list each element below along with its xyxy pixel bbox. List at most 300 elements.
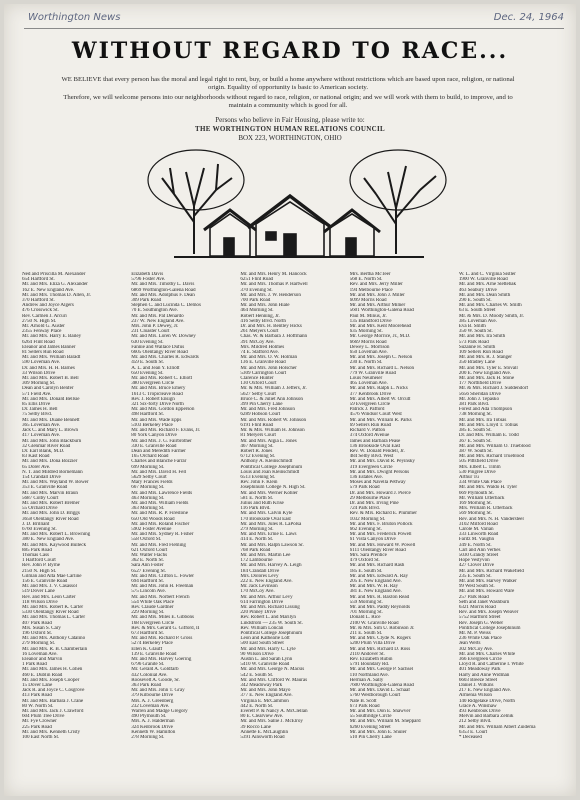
signer-line: Mr. and Mrs. Ralph L. Nicks: [349, 386, 408, 392]
signer-line: Mr. & Mrs. William J. Jeffers, Jr.: [240, 386, 307, 392]
signer-line: 353 E. Granville Road: [22, 485, 68, 491]
signer-line: Grace A. Winshaw: [458, 703, 497, 709]
signer-line: 85 Ellis Drive: [22, 402, 51, 408]
signer-line: Gilman and Alta Mae Carline: [22, 573, 82, 579]
signer-line: Austin L. and Sarah Lynn: [240, 657, 293, 663]
signer-line: Rev. and Mrs. Leon Carter: [22, 594, 76, 600]
signer-line: 309 Morning St.: [22, 381, 56, 387]
signer-line: 220 Pinney Drive: [240, 610, 276, 616]
signer-line: Mr. George Morrice, Jr., M.D.: [349, 334, 411, 340]
signer-line: Donald L. Rice: [349, 615, 381, 621]
signer-line: 279 Morning St.: [240, 526, 274, 532]
signer-line: Forest and Ada Thompson: [458, 407, 512, 413]
signer-line: W. L. and C. Virginia Sistler: [458, 272, 516, 277]
signer-line: 484 Selby Blvd. West: [349, 454, 394, 460]
publication-date: Dec. 24, 1964: [493, 12, 564, 23]
signer-line: Leon and Kathearie Lott: [240, 636, 290, 642]
signer-line: 391 McCoy Ave.: [240, 339, 275, 345]
signer-line: 69 Sellers Run Road: [349, 422, 392, 428]
signer-line: Mr. and Mrs. Ernie E. Laws: [240, 532, 297, 538]
signer-line: 236 White Oak Place: [458, 636, 502, 642]
signer-line: Mr. and Mrs. William Albert Zuidema: [458, 724, 536, 730]
signer-line: 172 Lambourne: [240, 558, 273, 564]
signer-line: 222 E. New England Ave.: [240, 578, 293, 584]
signer-line: Mrs. A. J. Halderman: [131, 719, 175, 725]
signer-line: 6603 Breeze Street: [458, 677, 498, 683]
signer-line: 319 Evergreen Circle: [349, 464, 393, 470]
signer-line: Mr. and Mrs. Wayland W. Bower: [22, 480, 89, 486]
signer-line: Mr. and Mrs. Richard D. Ross: [349, 646, 411, 652]
signer-line: 200 E. New England Ave.: [458, 370, 511, 376]
signer-line: Nate B. Scott: [349, 698, 377, 704]
signer-line: Mr. & Mrs. William H. Johnson: [240, 428, 305, 434]
signers-column: [350, 272, 453, 792]
signer-line: 650 Evening St.: [131, 370, 164, 376]
signer-line: 170 McCoy Ave.: [240, 589, 275, 595]
signer-line: 385 Loveman Ave.: [458, 318, 497, 324]
signer-line: 6669 Morris Road: [349, 339, 387, 345]
signer-line: 29 Melbourne Place: [349, 495, 391, 501]
signer-line: 573 Park Road: [458, 339, 489, 345]
signer-line: 542 E. South St.: [240, 672, 274, 678]
signer-line: 169 Morning St.: [458, 500, 492, 506]
signer-line: Mr. and Mrs. Roland Fischer: [131, 521, 190, 527]
signer-line: Mr. and Mrs. John J. Miller: [349, 292, 405, 298]
signer-line: 476 Crosswick St.: [22, 308, 59, 314]
signer-line: 136 Estates Ave.: [349, 474, 383, 480]
signer-line: Mr. and Mrs. Kenneth Cristy: [22, 729, 81, 735]
signer-line: 235 E. South St.: [458, 573, 492, 579]
signer-line: Chas. W. & Barbara J. Hoffmann: [240, 334, 308, 340]
signer-line: 59 Evergreen Circle: [349, 402, 390, 408]
signer-line: 231 Cloaster Court: [131, 329, 170, 335]
signer-line: 432 Colonial Ave.: [131, 672, 168, 678]
signer-line: Mr. and Mrs. George N. Macsis: [240, 667, 305, 673]
signer-line: 33 Wilson Drive: [22, 370, 56, 376]
houses-and-trees-illustration: [134, 144, 454, 264]
signer-line: Armenia Wilson: [458, 693, 492, 699]
signer-line: Suzanne H. Smith: [458, 344, 496, 350]
signer-line: Dewey L. Morrison: [349, 344, 390, 350]
signer-line: 621 Oxford Court: [131, 547, 168, 553]
signers-column: [240, 272, 343, 792]
signer-line: 154 Crandall Drive: [22, 474, 61, 480]
signer-line: Mr. and Mrs. J. G. Fairbrother: [131, 438, 192, 444]
signer-line: 579 Park Road: [349, 485, 380, 491]
signer-line: 116 Park Blvd.: [240, 506, 271, 512]
signer-line: 6513 Evening St.: [240, 474, 276, 480]
signer-line: Harry and Anne Widman: [458, 672, 510, 678]
signer-line: Clarence Hunter: [240, 376, 274, 382]
signer-line: Mr. and Mrs. Thomas L. Carter: [22, 615, 85, 621]
signer-line: Rev. Elizabeth Rubin: [349, 657, 393, 663]
signer-line: Mr. and Mrs. Ira Tobias: [458, 417, 507, 423]
signer-line: Mrs. Sara Prentice: [349, 552, 387, 558]
signer-line: 5274 Berkeley Place: [131, 641, 173, 647]
signer-line: Mr. and Mrs. Lawrence Fields: [131, 490, 193, 496]
signer-line: 5103 Berkeley Place: [131, 422, 173, 428]
signer-line: Mr. and Mrs. Loren W. Downey: [131, 334, 196, 340]
signer-line: 6251 Flint Road: [240, 277, 274, 283]
signer-line: 568 E. North St.: [349, 277, 383, 283]
signer-line: 109 Sellers Run Road: [458, 350, 503, 356]
signer-line: 5200 Plum Villa Drive: [349, 641, 396, 647]
signer-line: Mr. and Mrs. Duane Bennett: [22, 417, 80, 423]
signer-line: Mr. and Mrs. Tyler E. Stovall: [458, 365, 518, 371]
signer-line: 6796 Granite St.: [131, 662, 165, 668]
signer-line: 377 E. New England Ave.: [240, 693, 293, 699]
signer-line: Mr. and Mrs. William Fields: [131, 500, 189, 506]
signer-line: Mr. and Mrs. R. B. Chamberlain: [22, 646, 88, 652]
signer-line: 5796 Foster Ave.: [131, 277, 166, 283]
signer-line: 6760 Evening St.: [22, 526, 57, 532]
signer-line: 381 Park Blvd.: [458, 402, 490, 408]
signer-line: Rev. William Loncan: [240, 625, 284, 631]
signer-line: Carl and Ann Verhes: [458, 547, 501, 553]
signer-line: 380 E. New England Ave.: [22, 537, 75, 543]
signer-line: 581 E. North St.: [240, 495, 274, 501]
signer-line: Mr. and Mrs. Edward A. Ray: [349, 573, 408, 579]
signer-line: Mr. and Mrs. Howard Ware: [458, 589, 515, 595]
signer-line: Mrs. John P. Dewey, Jr.: [131, 324, 179, 330]
signer-line: 211 E. South St.: [349, 631, 383, 637]
signer-line: Fannie and Wallace Dufus: [131, 344, 185, 350]
signer-line: Mr. and Mrs. Werner Kohler: [240, 490, 298, 496]
signer-line: 170 Brookside Oval East: [240, 516, 291, 522]
signer-line: 5687 Colby Court: [22, 495, 59, 501]
signer-line: 81 Sellers Run Road: [22, 350, 64, 356]
signer-line: 630 Evening St.: [131, 339, 164, 345]
signer-line: Mr. and Mrs. R. J. Stanger: [458, 355, 512, 361]
signer-line: 5330 Olentangy River Road: [22, 610, 79, 616]
signer-line: Mr. and Mrs. R. Baxton Read: [349, 594, 410, 600]
signer-line: 363 Park Road: [131, 683, 162, 689]
signer-line: 427 Clover Drive: [458, 563, 494, 569]
signer-line: Warren and Madge Gregory: [131, 709, 188, 715]
signer-line: Mr. and Mrs. Jack J. Crawford: [22, 709, 84, 715]
signer-line: 80 York Canyon Drive: [131, 433, 177, 439]
signer-line: Rev. John P. Byrne: [22, 563, 61, 569]
signer-line: Mr. and Mrs. Richard Wakefield: [458, 568, 524, 574]
signer-line: 110 Northland Ave.: [349, 672, 389, 678]
signer-line: Dr. and Mrs. Irving Pine: [349, 500, 399, 506]
signer-line: 407 Park Road: [22, 620, 52, 626]
signer-line: 467 Morning St.: [240, 443, 274, 449]
signer-line: Mr. and Mrs. John Mayo: [240, 688, 291, 694]
signer-line: 5791 Boundary Rd.: [349, 662, 390, 668]
signer-line: Mr. and Mrs. John T. Gray: [131, 688, 185, 694]
signer-line: 205 E. New England Ave.: [349, 578, 402, 584]
signer-line: Richard V. Patton: [349, 428, 385, 434]
masthead: [24, 10, 564, 32]
signer-line: 498 Hartford St.: [131, 412, 164, 418]
signer-line: Mr. and Mrs. Marvin Braun: [22, 490, 78, 496]
signer-line: Mr. and Mrs. Clifford W. Mauras: [240, 677, 308, 683]
signer-line: 654 Hartford St.: [22, 277, 55, 283]
signer-line: Mr. and Mrs. Dona Bozzier: [22, 459, 78, 465]
signer-line: Julius and Ruth Krise: [240, 500, 284, 506]
signer-line: Arthur Tu: [458, 474, 479, 480]
signer-line: 5030 Grandy Street: [458, 552, 499, 558]
contact-block: [4, 116, 576, 143]
signer-line: Louis and Joan Kleinschmidt: [240, 469, 300, 475]
signer-line: N. T. and Mildred Bornemann: [22, 469, 83, 475]
signer-line: Virginia E. McCammon: [240, 698, 289, 704]
signer-line: Mr. and Mrs. Henry M. Hancock: [240, 272, 307, 277]
signer-line: Mr. and Mrs. Robert L. Browning: [22, 532, 91, 538]
intro-text: [60, 76, 516, 111]
signer-line: 237 W. New England Ave.: [131, 318, 185, 324]
signer-line: Everett P. & Nancy A. McClellan: [240, 709, 308, 715]
signer-line: Mr. and Mrs. Kent Moorehead: [349, 324, 412, 330]
signer-line: Mr. William Utterback: [458, 495, 505, 501]
signer-line: Mr. and Mrs. Fred Fleming: [131, 542, 186, 548]
signer-line: 460 E. Dublin Road: [22, 672, 63, 678]
signer-line: Ellen K. Glauff: [131, 646, 163, 652]
signer-line: 464 Morning St.: [240, 308, 274, 314]
signer-line: Mr. and Mrs. Richard Rash: [349, 563, 405, 569]
signer-line: 519 Dover Lane: [22, 589, 55, 595]
signer-line: 604 Plum Tree Drive: [22, 714, 65, 720]
signer-line: Seth and Janet Washburn: [458, 599, 510, 605]
signer-line: Mr. and Mrs. John Blackburn: [22, 438, 82, 444]
signer-line: 6111 Olentangy River Road: [349, 547, 406, 553]
signer-line: 5410 W. Granville Road: [240, 662, 290, 668]
signer-line: Stephen C. and Lucinda C. Demos: [131, 303, 201, 309]
signer-line: Mr. and Mrs. Charles White: [458, 651, 516, 657]
signer-line: Mr. and Mrs. Thomas D. Allen, Jr.: [22, 292, 91, 298]
signer-line: 6527 Evening St.: [131, 568, 166, 574]
signer-line: Mr. Jack Levinson: [240, 584, 278, 590]
signer-line: Mr. and Mrs. Clifton L. Fowler: [131, 573, 194, 579]
signer-line: 118 Wilson Drive: [22, 599, 58, 605]
signer-line: Mr. and Mrs. Joseph C. Nelson: [349, 355, 413, 361]
signer-line: 6099 Morris Road: [349, 298, 387, 304]
signer-line: Rev. and Mrs. Jerry Miller: [349, 282, 403, 288]
signer-line: 342 Meadoway Park: [240, 683, 283, 689]
signer-line: 6605 Olentangy River Road: [131, 350, 188, 356]
council-name: THE WORTHINGTON HUMAN RELATIONS COUNCIL: [195, 125, 385, 133]
signer-line: 505 Pittsfield Drive: [458, 459, 499, 465]
signer-line: 6869 Worthington-Galena Road: [131, 287, 196, 293]
signer-line: 39 Rocco Lane: [240, 724, 271, 730]
signer-line: Mr. Gerald A. Goldfarb: [131, 667, 179, 673]
signer-line: 229 Morning St.: [131, 610, 165, 616]
signer-line: Mr. and Mrs. J. V. Casassol: [22, 584, 77, 590]
signer-line: Mr. and Mrs. Bruce Emery: [131, 386, 186, 392]
signer-line: 135 Blandford Drive: [349, 318, 392, 324]
signer-line: Rev. W. Donald Pendell, Jr.: [349, 448, 405, 454]
signer-line: 290 E. South St.: [458, 298, 492, 304]
signer-line: Pontifical College Josephinum: [458, 625, 521, 631]
signer-line: 370 Hartford St.: [22, 298, 55, 304]
signer-line: Mr. and Mrs. Dean Smith: [458, 292, 511, 298]
signer-line: Mr. and Mrs. Calvin Kyle: [240, 511, 293, 517]
signer-line: 7600 Worthington-Galena Road: [349, 683, 414, 689]
signer-line: 554 White Oak Place: [131, 599, 174, 605]
signer-line: 1032 Morning St.: [349, 516, 386, 522]
signer-line: Mr. and Mrs. Sallie J. McElroy: [240, 719, 303, 725]
signer-line: 463 Seabury Drive: [458, 287, 497, 293]
signer-line: 334 White Oak Place: [458, 480, 502, 486]
signer-line: Elizabeth Davis: [131, 272, 164, 277]
signer-line: 15 Dover Lane: [22, 683, 53, 689]
signer-line: Mr. and Mrs. John D. Briggs: [22, 511, 80, 517]
signer-line: 100 East North St.: [22, 735, 60, 741]
signer-line: Mr. and Mrs. Richard L. Nelson: [349, 365, 415, 371]
signer-line: 6712 Evening St.: [240, 454, 276, 460]
signer-line: James and Barbara Pease: [349, 438, 401, 444]
signer-line: Mr. and Mrs. Paddy Reynolds: [349, 605, 410, 610]
signer-line: 63 E. South Street: [458, 308, 496, 314]
signer-line: Mr. and Mrs. Barbara J. Crane: [22, 698, 84, 704]
signer-line: Anthony A. Kleinschmidt: [240, 459, 293, 465]
signer-line: 136 E. Granville Road: [240, 360, 286, 366]
signer-line: 559 Morning St.: [349, 599, 383, 605]
signer-line: 1900 W. Granville Road: [458, 277, 508, 283]
signer-line: 365 Loveman Ave.: [22, 422, 61, 428]
signer-line: Dean and Meredith Farmer: [131, 448, 186, 454]
signer-line: 6264 Flint Road: [22, 339, 55, 345]
signer-line: 32 Glenmar River Road: [22, 443, 71, 449]
signer-line: Rev. J. Robert Ensign: [131, 396, 175, 402]
signer-line: 459 E. South St.: [131, 360, 164, 366]
signer-line: 321 Six-forty Drive North: [131, 402, 184, 408]
signer-line: 571 Field Ave.: [22, 391, 52, 397]
signer-line: Mr. and Mrs. W. H. Ray: [349, 584, 399, 590]
signer-line: Mr. and Mrs. Charles W. Smith: [458, 303, 522, 309]
signer-line: 669 Plymouth St.: [458, 490, 494, 496]
signer-line: 662 Evening St.: [349, 526, 382, 532]
signer-line: Josephinum College N. High St.: [240, 485, 306, 491]
signer-line: Mr. and Mrs. J. W. Henderson: [240, 292, 301, 298]
signer-line: 349 E. North St.: [458, 542, 492, 548]
signer-line: Mr. and Mrs. Kaywood Bulleck: [22, 542, 86, 548]
signer-line: 225 Park Road: [22, 724, 52, 730]
signer-line: Mr. John J. Tepasko: [458, 396, 499, 402]
signer-line: Mr. and Mrs. Donald Bellsie: [22, 396, 80, 402]
signer-line: 165 Orchard Road: [131, 454, 169, 460]
signer-line: 5629 Selby Court: [131, 474, 167, 480]
signer-line: Rev. and Mrs. Joseph Weaver: [458, 610, 519, 616]
signer-line: Mr. and Mrs. Adolphus F. Dean: [131, 292, 195, 298]
signer-line: 5902 Foster Avenue: [131, 526, 172, 532]
signer-line: 156 E. Granville Road: [22, 578, 68, 584]
signer-line: Mr. and Mrs. Arthur Levy: [240, 594, 293, 600]
signer-line: 724 Park Blvd.: [349, 506, 380, 512]
signer-line: 350 W. South St.: [458, 329, 493, 335]
signer-line: 479 Oxford St.: [349, 558, 380, 564]
signer-line: 380 Evergreen Circle: [131, 381, 175, 387]
signer-line: 3658 Olentangy River Road: [22, 516, 79, 522]
signer-line: 212 Selby Blvd.: [458, 719, 492, 725]
signer-line: Mr. and Mrs. Algia L. Jones: [240, 438, 297, 444]
signer-line: Mr. and Mrs. F. Bruton Pollock: [349, 521, 413, 527]
signers-column: [131, 272, 234, 792]
signer-line: 367 E. South St.: [458, 438, 492, 444]
signer-line: A. L. and Jean Y. Elliott: [131, 365, 180, 371]
signer-line: 136 Brookside Oval East: [349, 443, 401, 449]
signer-line: * Deceased: [458, 735, 482, 741]
signer-line: 701 Morning St.: [349, 610, 383, 616]
signer-line: 80 W. North St.: [22, 703, 54, 709]
signer-line: Mr. and Mrs. George P. Sachsel: [349, 667, 414, 673]
signer-line: 673 Hartford St.: [131, 631, 164, 637]
signer-line: Mr. and Mrs. O. W. Holman: [240, 355, 297, 361]
signer-line: Louis Neumeier: [349, 376, 383, 382]
signer-line: 2100 W. Granville Road: [349, 620, 399, 626]
signer-line: Mr. and Mrs. Anthony Catalino: [22, 636, 86, 642]
signer-line: Paul M. Minus, Jr.: [349, 313, 387, 319]
signer-line: Dr. and Mrs. H. H. Barnes: [22, 365, 75, 371]
signer-line: Mr. and Mrs. John E. Shuler: [349, 729, 407, 735]
signer-line: 330 E. Granville Road: [131, 443, 177, 449]
signer-line: Mr. and Mrs. James H. Cohen: [22, 667, 83, 673]
signer-line: Patrick J. Pafford: [349, 407, 385, 413]
signer-line: Sara Ann Foster: [131, 563, 164, 569]
signer-line: 139 E. Granville Road: [131, 651, 177, 657]
signer-line: Bruce C. & Juliet Ann Johnson: [240, 396, 303, 402]
signer-line: 700 Park Road: [240, 298, 271, 304]
signer-line: Mr. and Mrs. Timothy L. Davis: [131, 282, 195, 288]
signer-line: 4576 Windsor Court West: [349, 412, 402, 418]
signer-line: 768 Park Road: [240, 547, 271, 553]
signer-line: 1 Hartford Court: [22, 558, 56, 564]
signer-line: 779 W. Granville Road: [349, 370, 396, 376]
masthead-rule: [24, 28, 564, 29]
signer-line: 217 E. New England Ave.: [458, 688, 511, 694]
signer-line: Pontifical College Josephinum: [240, 464, 303, 470]
signer-line: Rev. John F. Klein: [240, 480, 278, 486]
signer-line: 168 Evergreen Circle: [131, 620, 175, 626]
signer-line: Mr. & Mrs. D. Moody Smith, Jr.: [458, 313, 525, 319]
signer-line: Mr. and Mrs. William Baradt: [22, 355, 81, 361]
signer-line: 614 Farrington Drive: [240, 599, 284, 605]
signer-line: Mr. and Mrs. Harvey Goering: [131, 657, 192, 663]
signer-line: J. D. Brilliant: [22, 521, 50, 527]
signer-line: Jack C. and Mary L. Brown: [22, 428, 79, 434]
signer-line: Moses and Navella Pettway: [349, 480, 406, 486]
signer-line: Mr. and Mrs. Clyde N. Rogers: [349, 636, 411, 642]
signer-line: 2750 N. High St.: [22, 318, 57, 324]
intro-paragraph-2: Therefore, we will welcome persons into our neighborhoods without regard to race, religion, or national origin; and we will work with them to build, to improve, and to maintain a community which is good for all.: [63, 93, 513, 110]
newspaper-page: [4, 4, 576, 796]
signer-line: Thomas Cass: [22, 552, 50, 558]
signer-line: Mr. Walter Flachs: [131, 552, 168, 558]
signer-line: 379 Kilbourne Drive: [131, 693, 174, 699]
signer-line: Mr. and Mrs. David L. Schaaf: [349, 688, 410, 694]
signer-line: 650 Old Woods Road: [131, 516, 175, 522]
signer-line: Rev. and Mrs. N. H. Vandersteel: [458, 516, 524, 522]
signer-line: Rev. Joseph G. Weber: [458, 620, 504, 626]
signer-line: 177 Northfield Drive: [458, 381, 502, 387]
signers-column: [22, 272, 125, 792]
signers-column: [459, 272, 562, 792]
signer-line: 590 Loveman Ave.: [22, 360, 61, 366]
signer-line: Rev. & Mrs. Gerard G. Gifford, II: [131, 625, 200, 631]
page-title: WITHOUT REGARD TO RACE...: [71, 38, 509, 64]
signer-line: 699 Morning St.: [131, 464, 165, 470]
signer-line: Mr. and Mrs. Harvey Walker: [458, 578, 517, 584]
signer-line: Pontifical College Josephinum: [240, 631, 303, 637]
signer-line: Mr. and Mrs. Robert Bremer: [22, 500, 80, 506]
signer-line: Mr. M. P. Weiss: [458, 631, 491, 637]
signer-line: 6191 Flint Road: [240, 422, 274, 428]
signer-line: Mr. and Mrs. Harvey A. Leigh: [240, 563, 302, 569]
signer-line: 278 Morning St.: [131, 735, 165, 741]
signer-line: Mr. and Mrs. Richard Trueblood: [458, 454, 525, 460]
signer-line: 694 Hartford St.: [131, 578, 164, 584]
